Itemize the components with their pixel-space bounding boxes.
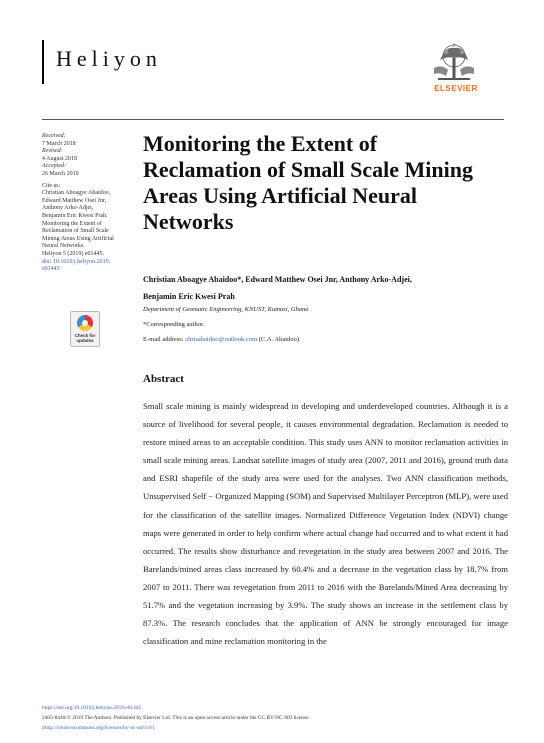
crossmark-icon [77, 315, 93, 331]
citation-line: Heliyon 5 (2019) e01445. [42, 250, 104, 257]
email-link[interactable]: chrisabaidoo@outlook.com [185, 336, 258, 343]
check-for-updates-label: Check for updates [74, 333, 96, 343]
citation-line: Mining Areas Using Artificial [42, 235, 114, 242]
elsevier-wordmark: ELSEVIER [434, 84, 478, 93]
citation-doi-link-cont[interactable]: e01445 [42, 266, 60, 273]
affiliation: Department of Geomatic Engineering, KNUST, Kumasi, Ghana [143, 306, 309, 313]
citation-line: Benjamin Eric Kwesi Prah. [42, 212, 108, 219]
footer-copyright: 2405-8440/© 2019 The Authors. Published by Elsevier Ltd. This is an open access article under the CC BY-NC-ND license [42, 715, 309, 721]
email-suffix: (C.A. Abaidoo). [257, 336, 301, 343]
citation-line: Neural Networks. [42, 243, 85, 250]
citation-line: Anthony Arko-Adjei, [42, 205, 94, 212]
footer-doi-link[interactable]: https://doi.org/10.1016/j.heliyon.2019.e01445 [42, 705, 142, 711]
article-info-sidebar [42, 133, 130, 274]
revised-label: Revised: [42, 148, 63, 155]
journal-bar [42, 40, 44, 84]
footer-license-link[interactable]: (http://creativecommons.org/licenses/by-nc-nd/4.0/). [42, 725, 156, 731]
citation-line: Christian Aboagye Abaidoo, [42, 190, 111, 197]
accepted-label: Accepted: [42, 163, 66, 170]
elsevier-tree-logo [428, 42, 480, 86]
article-title: Monitoring the Extent of Reclamation of Small Scale Mining Areas Using Artificial Neural Networks [143, 131, 473, 234]
email-label: E-mail address: [143, 336, 186, 343]
check-for-updates-badge[interactable] [70, 311, 100, 347]
authors-line: Benjamin Eric Kwesi Prah [143, 292, 235, 301]
received-label: Received: [42, 133, 66, 139]
citation-line: Reclamation of Small Scale [42, 228, 109, 235]
header-divider [42, 119, 504, 120]
journal-name: Heliyon [56, 46, 162, 71]
revised-date: 4 August 2018 [42, 155, 78, 162]
citation-line: Edward Matthew Osei Jnr, [42, 197, 107, 204]
email-line [143, 336, 301, 343]
citation-line: Monitoring the Extent of [42, 220, 102, 227]
received-date: 7 March 2018 [42, 140, 76, 147]
corresponding-author-note: *Corresponding author. [143, 321, 205, 328]
authors-line: Christian Aboagye Abaidoo*, Edward Matthew Osei Jnr, Anthony Arko-Adjei, [143, 275, 412, 284]
page-footer [42, 703, 482, 733]
citation-doi-link[interactable]: doi: 10.1016/j.heliyon.2019. [42, 258, 111, 265]
abstract-body: Small scale mining is mainly widespread in developing and underdeveloped countries. Although it is a source of livelihood for several people, it causes environmental degradation. Reclamation is needed to restore mined areas to an acceptable condition. This study uses ANN to monitor reclamation activities in small scale mining areas. Landsat satellite images of study area (2007, 2011 and 2016), ground truth data and ESRI shapefile of the study area were used for the analyses. Two ANN classification methods, Unsupervised Self − Organized Mapping (SOM) and Supervised Multilayer Perceptron (MLP), were used for the classification of the satellite images. Normalized Difference Vegetation Index (NDVI) change maps were generated in order to help confirm where actual change had occurred and to what extent it had occurred. The results show disturbance and revegetation in the study area between 2007 and 2016. The Barelands/mined areas class increased by 60.4% and a decrease in the vegetation class by 18.7% from 2007 to 2011. There was revegetation from 2011 to 2016 with the Barelands/Mined Area decreasing by 51.7% and the vegetation increasing by 3.9%. The study shows an increase in the settlement class by 87.3%. The research concludes that the application of ANN be strongly encouraged for image classification and mine reclamation monitoring in the [143, 401, 508, 647]
author-list [143, 271, 508, 305]
abstract-heading: Abstract [143, 373, 184, 385]
cite-as-label: Cite as: [42, 182, 61, 189]
accepted-date: 26 March 2019 [42, 170, 79, 177]
